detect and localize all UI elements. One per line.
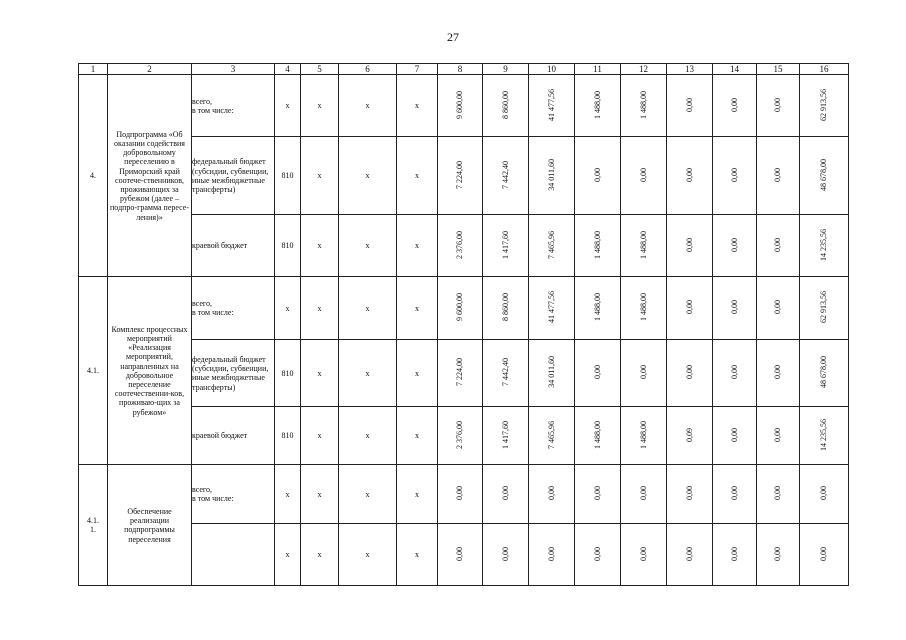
code-cell: x [397, 340, 438, 407]
value-text: 9 600,00 [455, 90, 465, 119]
value-cell [575, 75, 621, 137]
code-cell: x [339, 340, 397, 407]
value-cell [713, 340, 757, 407]
value-text: 7 442,40 [500, 160, 510, 189]
value-text: 0,00 [684, 300, 694, 315]
value-cell [438, 524, 483, 586]
value-text: 14 235,56 [819, 228, 829, 261]
value-cell [621, 75, 667, 137]
value-text: 7 465,96 [546, 230, 556, 259]
value-cell [529, 75, 575, 137]
section-number: 4.1. [79, 277, 108, 465]
value-cell [713, 75, 757, 137]
value-text: 0,00 [729, 97, 739, 112]
code-cell: 810 [275, 215, 301, 277]
value-cell [667, 277, 713, 340]
value-text: 1 417,60 [500, 230, 510, 259]
value-cell [621, 277, 667, 340]
value-cell [800, 137, 849, 215]
value-cell [621, 465, 667, 524]
code-cell: 810 [275, 340, 301, 407]
value-text: 0,00 [729, 486, 739, 501]
value-cell [800, 277, 849, 340]
value-text: 62 913,56 [819, 291, 829, 324]
value-text: 0,00 [773, 97, 783, 112]
value-cell [438, 277, 483, 340]
value-cell [757, 407, 800, 465]
table-row [79, 75, 849, 137]
value-cell [757, 215, 800, 277]
value-text: 0,00 [500, 486, 510, 501]
value-cell [667, 215, 713, 277]
value-cell [483, 407, 529, 465]
code-cell: x [301, 524, 339, 586]
value-text: 1 488,00 [638, 230, 648, 259]
value-text: 0,00 [684, 365, 694, 380]
value-cell [713, 524, 757, 586]
column-header: 10 [529, 64, 575, 75]
value-cell [667, 340, 713, 407]
code-cell: 810 [275, 407, 301, 465]
value-cell [438, 340, 483, 407]
value-cell [667, 524, 713, 586]
code-cell: x [397, 407, 438, 465]
value-cell [713, 137, 757, 215]
code-cell: x [301, 215, 339, 277]
value-cell [438, 137, 483, 215]
code-cell: x [275, 465, 301, 524]
value-cell [713, 465, 757, 524]
code-cell: x [301, 137, 339, 215]
value-text: 1 488,00 [638, 293, 648, 322]
value-cell [757, 340, 800, 407]
table-row [79, 137, 849, 215]
value-text: 1 488,00 [592, 293, 602, 322]
value-cell [575, 137, 621, 215]
value-text: 0,00 [546, 546, 556, 561]
value-text: 0,00 [819, 546, 829, 561]
value-cell [667, 407, 713, 465]
value-text: 7 224,00 [455, 160, 465, 189]
section-title: Обеспечение реализации подпрограммы переселения [108, 465, 192, 586]
table-row [79, 277, 849, 340]
code-cell: x [301, 407, 339, 465]
funding-source: всего, в том числе: [192, 277, 275, 340]
value-cell [483, 137, 529, 215]
value-cell [621, 524, 667, 586]
funding-source: всего, в том числе: [192, 465, 275, 524]
value-cell [483, 277, 529, 340]
value-text: 1 417,60 [500, 420, 510, 449]
value-cell [575, 407, 621, 465]
table-row [79, 407, 849, 465]
column-header: 6 [339, 64, 397, 75]
code-cell: x [301, 465, 339, 524]
value-text: 0,00 [773, 486, 783, 501]
code-cell: x [339, 465, 397, 524]
value-cell [667, 75, 713, 137]
value-cell [483, 524, 529, 586]
value-text: 0,00 [592, 546, 602, 561]
table-row [79, 524, 849, 586]
code-cell: x [301, 75, 339, 137]
table-row [79, 215, 849, 277]
value-text: 0,00 [546, 486, 556, 501]
value-cell [621, 137, 667, 215]
value-cell [483, 340, 529, 407]
code-cell: x [339, 137, 397, 215]
value-text: 0,00 [729, 167, 739, 182]
value-text: 62 913,56 [819, 88, 829, 121]
value-cell [800, 465, 849, 524]
value-text: 0,00 [773, 300, 783, 315]
value-cell [667, 137, 713, 215]
value-text: 34 011,60 [546, 356, 556, 389]
column-header: 16 [800, 64, 849, 75]
header-row [79, 64, 849, 75]
funding-source [192, 524, 275, 586]
code-cell: x [339, 277, 397, 340]
value-cell [757, 75, 800, 137]
value-text: 0,00 [592, 486, 602, 501]
value-text: 7 224,00 [455, 358, 465, 387]
column-header: 1 [79, 64, 108, 75]
value-cell [800, 75, 849, 137]
code-cell: x [397, 75, 438, 137]
value-cell [483, 465, 529, 524]
value-cell [483, 75, 529, 137]
value-text: 0,00 [684, 237, 694, 252]
funding-source: федеральный бюджет (субсидии, субвенции, иные межбюджетные трансферты) [192, 137, 275, 215]
value-text: 2 376,00 [455, 420, 465, 449]
code-cell: x [339, 75, 397, 137]
column-header: 14 [713, 64, 757, 75]
value-text: 0,00 [819, 486, 829, 501]
value-text: 0,00 [773, 427, 783, 442]
funding-source: краевой бюджет [192, 215, 275, 277]
value-cell [713, 277, 757, 340]
column-header: 4 [275, 64, 301, 75]
value-cell [621, 215, 667, 277]
value-text: 0,00 [773, 546, 783, 561]
column-header: 3 [192, 64, 275, 75]
value-cell [800, 524, 849, 586]
value-text: 0,00 [773, 167, 783, 182]
column-header: 2 [108, 64, 192, 75]
column-header: 9 [483, 64, 529, 75]
section-title: Комплекс процессных мероприятий «Реализация мероприятий, направленных на добровольное переселение соотечественни-ков, проживаю-щих за рубежом» [108, 277, 192, 465]
value-text: 0,00 [684, 546, 694, 561]
table-row [79, 340, 849, 407]
value-text: 41 477,56 [546, 88, 556, 121]
value-cell [575, 277, 621, 340]
value-text: 0,00 [592, 167, 602, 182]
value-cell [713, 215, 757, 277]
value-cell [575, 215, 621, 277]
value-cell [529, 465, 575, 524]
value-text: 1 488,00 [638, 90, 648, 119]
value-text: 0,00 [455, 486, 465, 501]
value-text: 0,00 [729, 546, 739, 561]
value-text: 8 860,00 [500, 293, 510, 322]
value-text: 8 860,00 [500, 90, 510, 119]
column-header: 7 [397, 64, 438, 75]
table-body [79, 75, 849, 586]
value-text: 0,00 [773, 237, 783, 252]
value-cell [800, 215, 849, 277]
column-header: 12 [621, 64, 667, 75]
column-header: 8 [438, 64, 483, 75]
value-cell [438, 75, 483, 137]
value-text: 7 465,96 [546, 420, 556, 449]
code-cell: x [339, 215, 397, 277]
code-cell: x [275, 277, 301, 340]
value-text: 41 477,56 [546, 291, 556, 324]
value-text: 0,00 [684, 97, 694, 112]
value-text: 0,00 [638, 365, 648, 380]
code-cell: x [339, 524, 397, 586]
value-cell [438, 407, 483, 465]
value-cell [757, 465, 800, 524]
value-cell [529, 407, 575, 465]
value-text: 2 376,00 [455, 230, 465, 259]
code-cell: x [301, 340, 339, 407]
value-cell [757, 524, 800, 586]
value-text: 7 442,40 [500, 358, 510, 387]
value-cell [529, 215, 575, 277]
value-text: 0,00 [729, 237, 739, 252]
funding-source: всего, в том числе: [192, 75, 275, 137]
value-cell [438, 215, 483, 277]
value-text: 0,00 [729, 427, 739, 442]
value-text: 0,00 [684, 167, 694, 182]
value-cell [667, 465, 713, 524]
value-text: 0,00 [638, 486, 648, 501]
column-header: 15 [757, 64, 800, 75]
value-text: 1 488,00 [592, 420, 602, 449]
funding-source: краевой бюджет [192, 407, 275, 465]
funding-source: федеральный бюджет (субсидии, субвенции, иные межбюджетные трансферты) [192, 340, 275, 407]
value-cell [438, 465, 483, 524]
value-text: 9 600,00 [455, 293, 465, 322]
value-cell [483, 215, 529, 277]
value-text: 0,00 [638, 167, 648, 182]
value-text: 0,00 [729, 300, 739, 315]
value-text: 0,00 [729, 365, 739, 380]
value-cell [621, 340, 667, 407]
budget-table [78, 63, 849, 586]
value-cell [800, 340, 849, 407]
value-text: 34 011,60 [546, 158, 556, 191]
column-header: 11 [575, 64, 621, 75]
value-cell [529, 137, 575, 215]
code-cell: x [397, 215, 438, 277]
value-cell [757, 277, 800, 340]
value-cell [575, 340, 621, 407]
value-text: 48 678,00 [819, 356, 829, 389]
value-text: 0,00 [455, 546, 465, 561]
value-text: 48 678,00 [819, 158, 829, 191]
page-number: 27 [447, 30, 459, 44]
section-title: Подпрограмма «Об оказании содействия добровольному переселению в Приморский край соотече-ственников, проживающих за рубежом (далее – подпро-грамма пересе-ления)» [108, 75, 192, 277]
value-text: 0,00 [773, 365, 783, 380]
value-cell [529, 277, 575, 340]
value-cell [621, 407, 667, 465]
value-cell [575, 524, 621, 586]
value-cell [800, 407, 849, 465]
value-text: 1 488,00 [592, 230, 602, 259]
code-cell: x [275, 75, 301, 137]
value-text: 0,00 [500, 546, 510, 561]
value-text: 14 235,56 [819, 418, 829, 451]
value-text: 0,00 [684, 486, 694, 501]
code-cell: x [339, 407, 397, 465]
value-cell [757, 137, 800, 215]
table-row [79, 465, 849, 524]
value-cell [529, 524, 575, 586]
code-cell: 810 [275, 137, 301, 215]
column-header: 13 [667, 64, 713, 75]
section-number: 4.1. 1. [79, 465, 108, 586]
code-cell: x [397, 277, 438, 340]
value-text: 0,00 [592, 365, 602, 380]
section-number: 4. [79, 75, 108, 277]
code-cell: x [397, 465, 438, 524]
value-cell [713, 407, 757, 465]
value-text: 0,09 [684, 427, 694, 442]
code-cell: x [397, 137, 438, 215]
value-text: 1 488,00 [638, 420, 648, 449]
code-cell: x [301, 277, 339, 340]
column-header: 5 [301, 64, 339, 75]
value-text: 1 488,00 [592, 90, 602, 119]
value-cell [529, 340, 575, 407]
code-cell: x [275, 524, 301, 586]
code-cell: x [397, 524, 438, 586]
value-text: 0,00 [638, 546, 648, 561]
value-cell [575, 465, 621, 524]
